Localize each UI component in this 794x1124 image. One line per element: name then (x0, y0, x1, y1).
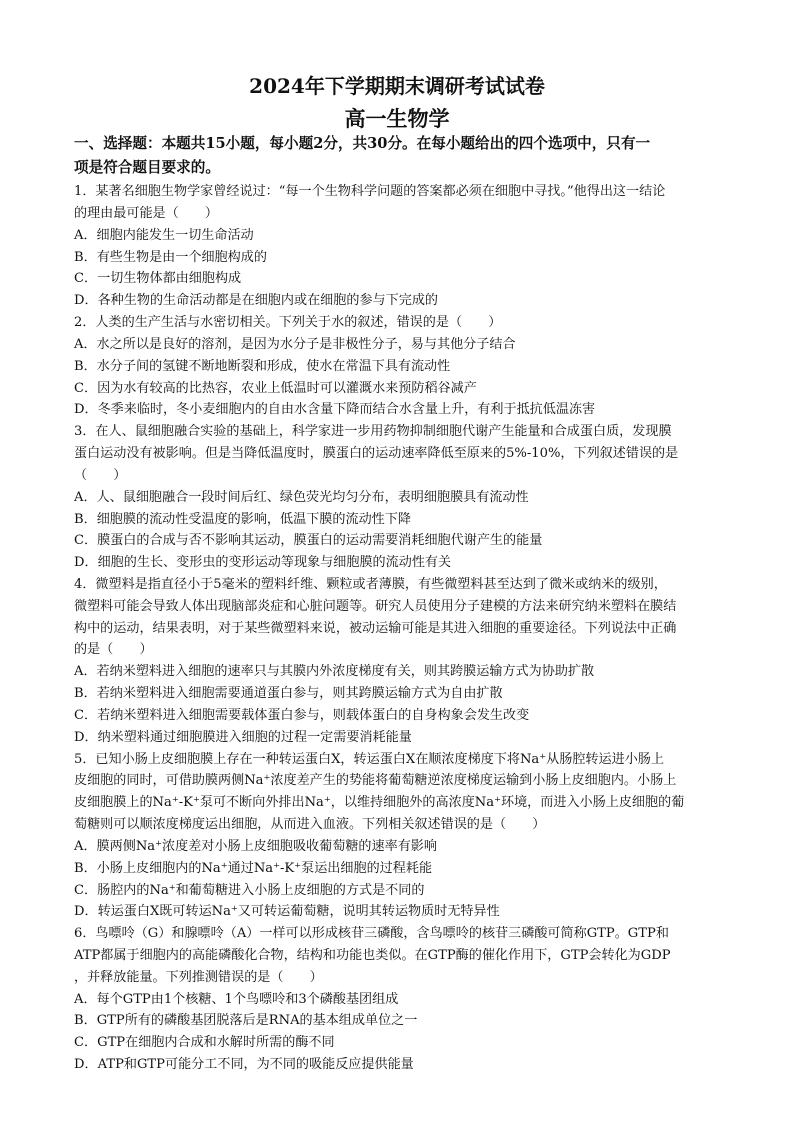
question-1-option-d: D．各种生物的生命活动都是在细胞内或在细胞的参与下完成的 (74, 293, 439, 308)
question-1-option-c: C．一切生物体都由细胞构成 (74, 271, 242, 286)
question-3-option-c: C．膜蛋白的合成与否不影响其运动，膜蛋白的运动需要消耗细胞代谢产生的能量 (74, 533, 543, 548)
question-5-option-c: C．肠腔内的Na⁺和葡萄糖进入小肠上皮细胞的方式是不同的 (74, 883, 425, 898)
question-4-stem-line-3: 构中的运动，结果表明，对于某些微塑料来说，被动运输可能是其进入细胞的重要途径。下列说法中正确 (74, 621, 677, 636)
question-4-option-d: D．纳米塑料通过细胞膜进入细胞的过程一定需要消耗能量 (74, 730, 412, 745)
question-3-stem-line-3: （ ） (74, 468, 127, 483)
question-4-stem-line-4: 的是（ ） (74, 642, 153, 657)
question-6-option-d: D．ATP和GTP可能分工不同，为不同的吸能反应提供能量 (74, 1057, 414, 1072)
question-4-stem-line-2: 微塑料可能会导致人体出现脑部炎症和心脏问题等。研究人员使用分子建模的方法来研究纳米塑料在膜结 (74, 599, 677, 614)
question-2-option-d: D．冬季来临时，冬小麦细胞内的自由水含量下降而结合水含量上升，有利于抵抗低温冻害 (74, 402, 596, 417)
question-5-stem-line-1: 5．已知小肠上皮细胞膜上存在一种转运蛋白X，转运蛋白X在顺浓度梯度下将Na⁺从肠腔转运进小肠上 (74, 752, 664, 767)
question-5-stem-line-3: 皮细胞膜上的Na⁺-K⁺泵可不断向外排出Na⁺，以维持细胞外的高浓度Na⁺环境，而进入小肠上皮细胞的葡 (74, 795, 685, 810)
question-4-stem-line-1: 4．微塑料是指直径小于5毫米的塑料纤维、颗粒或者薄膜，有些微塑料甚至达到了微米或纳米的级别， (74, 577, 667, 592)
question-4-option-b: B．若纳米塑料进入细胞需要通道蛋白参与，则其跨膜运输方式为自由扩散 (74, 686, 503, 701)
question-3-option-a: A．人、鼠细胞融合一段时间后红、绿色荧光均匀分布，表明细胞膜具有流动性 (74, 490, 529, 505)
question-2-stem-line-1: 2．人类的生产生活与水密切相关。下列关于水的叙述，错误的是（ ） (74, 315, 502, 330)
section-heading-line-1: 一、选择题：本题共15小题，每小题2分，共30分。在每小题给出的四个选项中，只有一 (74, 135, 651, 152)
question-1-option-b: B．有些生物是由一个细胞构成的 (74, 250, 267, 265)
question-2-option-a: A．水之所以是良好的溶剂，是因为水分子是非极性分子，易与其他分子结合 (74, 337, 516, 352)
question-3-option-d: D．细胞的生长、变形虫的变形运动等现象与细胞膜的流动性有关 (74, 555, 452, 570)
exam-title: 2024年下学期期末调研考试试卷 (249, 74, 545, 98)
question-1-option-a: A．细胞内能发生一切生命活动 (74, 228, 254, 243)
question-5-option-a: A．膜两侧Na⁺浓度差对小肠上皮细胞吸收葡萄糖的速率有影响 (74, 839, 437, 854)
question-2-option-c: C．因为水有较高的比热容，农业上低温时可以灌溉水来预防稻谷减产 (74, 381, 477, 396)
question-6-option-a: A．每个GTP由1个核糖、1个鸟嘌呤和3个磷酸基团组成 (74, 992, 399, 1007)
exam-subtitle: 高一生物学 (344, 106, 450, 131)
question-4-option-c: C．若纳米塑料进入细胞需要载体蛋白参与，则载体蛋白的自身构象会发生改变 (74, 708, 530, 723)
question-6-stem-line-1: 6．鸟嘌呤（G）和腺嘌呤（A）一样可以形成核苷三磷酸，含鸟嘌呤的核苷三磷酸可简称GTP。GTP和 (74, 926, 669, 941)
question-6-stem-line-2: ATP都属于细胞内的高能磷酸化合物，结构和功能也类似。在GTP酶的催化作用下，GTP会转化为GDP (74, 948, 671, 963)
question-4-option-a: A．若纳米塑料进入细胞的速率只与其膜内外浓度梯度有关，则其跨膜运输方式为协助扩散 (74, 664, 595, 679)
question-5-option-b: B．小肠上皮细胞内的Na⁺通过Na⁺-K⁺泵运出细胞的过程耗能 (74, 861, 433, 876)
question-3-stem-line-1: 3．在人、鼠细胞融合实验的基础上，科学家进一步用药物抑制细胞代谢产生能量和合成蛋白质，发现膜 (74, 424, 672, 439)
question-3-option-b: B．细胞膜的流动性受温度的影响，低温下膜的流动性下降 (74, 512, 411, 527)
question-1-stem-line-2: 的理由最可能是（ ） (74, 206, 219, 221)
section-heading-line-2: 项是符合题目要求的。 (74, 159, 220, 176)
question-2-option-b: B．水分子间的氢键不断地断裂和形成，使水在常温下具有流动性 (74, 359, 451, 374)
question-6-option-b: B．GTP所有的磷酸基团脱落后是RNA的基本组成单位之一 (74, 1013, 418, 1028)
question-3-stem-line-2: 蛋白运动没有被影响。但是当降低温度时，膜蛋白的运动速率降低至原来的5%-10%，下列叙述错误的是 (74, 446, 679, 461)
question-1-stem-line-1: 1．某著名细胞生物学家曾经说过：“每一个生物科学问题的答案都必须在细胞中寻找。”他得出这一结论 (74, 184, 666, 199)
question-5-option-d: D．转运蛋白X既可转运Na⁺又可转运葡萄糖，说明其转运物质时无特异性 (74, 904, 500, 919)
question-6-option-c: C．GTP在细胞内合成和水解时所需的酶不同 (74, 1035, 335, 1050)
question-5-stem-line-4: 萄糖则可以顺浓度梯度运出细胞，从而进入血液。下列相关叙述错误的是（ ） (74, 817, 546, 832)
question-6-stem-line-3: ，并释放能量。下列推测错误的是（ ） (74, 970, 323, 985)
question-5-stem-line-2: 皮细胞的同时，可借助膜两侧Na⁺浓度差产生的势能将葡萄糖逆浓度梯度运输到小肠上皮细胞内。小肠上 (74, 773, 677, 788)
